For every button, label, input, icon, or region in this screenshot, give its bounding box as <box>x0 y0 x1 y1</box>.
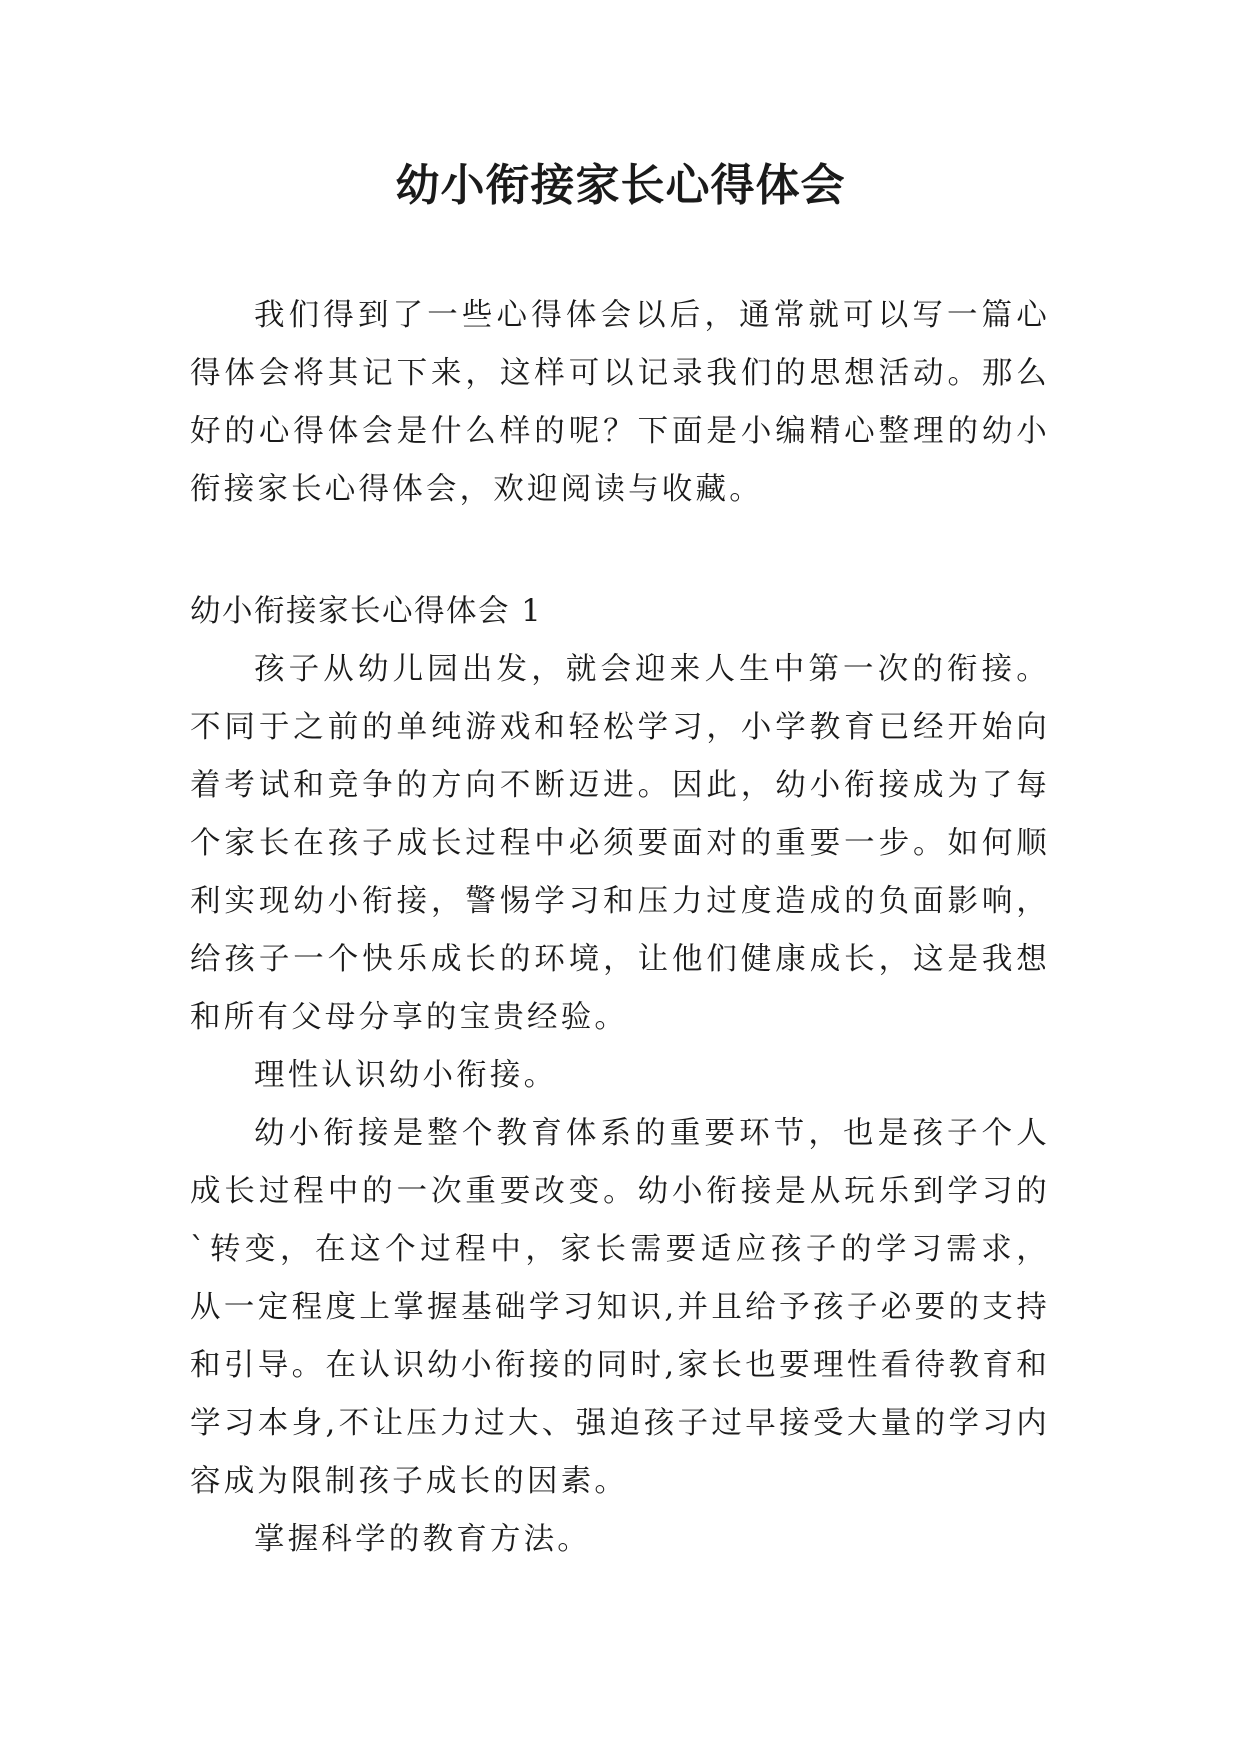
document-body <box>190 287 1050 1569</box>
document-title: 幼小衔接家长心得体会 <box>395 160 846 211</box>
subheading-paragraph: 理性认识幼小衔接。 <box>254 1058 558 1093</box>
section-heading: 幼小衔接家长心得体会 1 <box>190 594 543 629</box>
intro-paragraph: 我们得到了一些心得体会以后，通常就可以写一篇心得体会将其记下来，这样可以记录我们的思想活动。那么好的心得体会是什么样的呢？下面是小编精心整理的幼小衔接家长心得体会，欢迎阅读与收藏。 <box>190 298 1050 507</box>
body-paragraph: 幼小衔接是整个教育体系的重要环节，也是孩子个人成长过程中的一次重要改变。幼小衔接是从玩乐到学习的`转变，在这个过程中，家长需要适应孩子的学习需求，从一定程度上掌握基础学习知识,并且给予孩子必要的支持和引导。在认识幼小衔接的同时,家长也要理性看待教育和学习本身,不让压力过大、强迫孩子过早接受大量的学习内容成为限制孩子成长的因素。 <box>190 1116 1050 1499</box>
subheading-paragraph: 掌握科学的教育方法。 <box>254 1522 591 1557</box>
body-paragraph: 孩子从幼儿园出发，就会迎来人生中第一次的衔接。不同于之前的单纯游戏和轻松学习，小学教育已经开始向着考试和竞争的方向不断迈进。因此，幼小衔接成为了每个家长在孩子成长过程中必须要面对的重要一步。如何顺利实现幼小衔接，警惕学习和压力过度造成的负面影响，给孩子一个快乐成长的环境，让他们健康成长，这是我想和所有父母分享的宝贵经验。 <box>190 652 1050 1035</box>
